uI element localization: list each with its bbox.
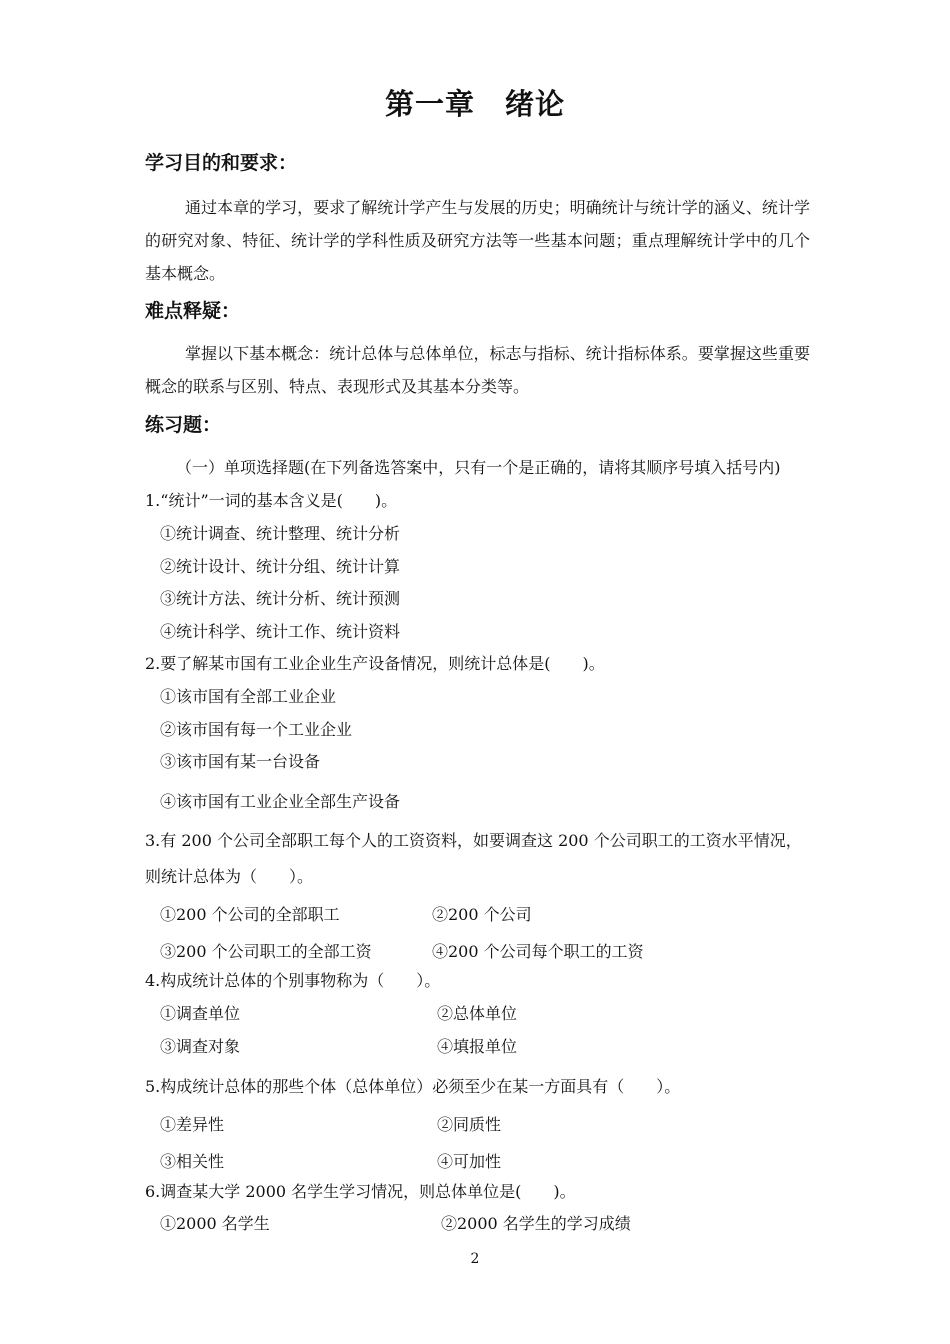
question-3-stem-line-2: 则统计总体为（ ）。 [145, 867, 314, 886]
question-3-option-2: ②200 个公司 [432, 905, 532, 924]
question-4-stem: 4.构成统计总体的个别事物称为（ ）。 [145, 971, 441, 990]
exercise-intro: （一）单项选择题(在下列备选答案中，只有一个是正确的，请将其顺序号填入括号内) [176, 458, 781, 477]
question-1-option-4: ④统计科学、统计工作、统计资料 [160, 622, 401, 641]
question-5-option-1: ①差异性 [160, 1115, 225, 1134]
question-3-stem-line-1: 3.有 200 个公司全部职工每个人的工资资料，如要调查这 200 个公司职工的工资水平情况， [145, 831, 802, 850]
question-2-option-2: ②该市国有每一个工业企业 [160, 720, 353, 739]
question-5-option-3: ③相关性 [160, 1152, 225, 1171]
question-1-option-3: ③统计方法、统计分析、统计预测 [160, 589, 401, 608]
question-5-option-4: ④可加性 [437, 1152, 502, 1171]
question-3-option-1: ①200 个公司的全部职工 [160, 905, 340, 924]
question-5-stem: 5.构成统计总体的那些个体（总体单位）必须至少在某一方面具有（ ）。 [145, 1077, 681, 1096]
question-1-option-2: ②统计设计、统计分组、统计计算 [160, 557, 401, 576]
question-6-option-2: ②2000 名学生的学习成绩 [441, 1214, 631, 1233]
chapter-title: 第一章 绪论 [384, 87, 565, 121]
question-6-stem: 6.调查某大学 2000 名学生学习情况，则总体单位是( )。 [145, 1182, 576, 1201]
question-4-option-4: ④填报单位 [437, 1037, 518, 1056]
objectives-heading: 学习目的和要求： [145, 152, 298, 174]
question-3-option-3: ③200 个公司职工的全部工资 [160, 942, 372, 961]
question-2-stem: 2.要了解某市国有工业企业生产设备情况，则统计总体是( )。 [145, 654, 605, 673]
question-4-option-2: ②总体单位 [437, 1004, 518, 1023]
question-5-option-2: ②同质性 [437, 1115, 502, 1134]
question-4-option-3: ③调查对象 [160, 1037, 241, 1056]
question-2-option-4: ④该市国有工业企业全部生产设备 [160, 792, 401, 811]
objectives-paragraph: 通过本章的学习，要求了解统计学产生与发展的历史；明确统计与统计学的涵义、统计学的研究对象、特征、统计学的学科性质及研究方法等一些基本问题；重点理解统计学中的几个基本概念。 [145, 198, 810, 283]
question-4-option-1: ①调查单位 [160, 1004, 241, 1023]
question-2-option-1: ①该市国有全部工业企业 [160, 687, 337, 706]
exercises-heading: 练习题： [145, 414, 222, 436]
difficulties-heading: 难点释疑： [145, 300, 241, 322]
question-1-option-1: ①统计调查、统计整理、统计分析 [160, 524, 401, 543]
question-1-stem: 1.“统计”一词的基本含义是( )。 [145, 491, 398, 510]
question-3-option-4: ④200 个公司每个职工的工资 [432, 942, 644, 961]
page-number: 2 [470, 1251, 480, 1267]
question-2-option-3: ③该市国有某一台设备 [160, 752, 321, 771]
question-6-option-1: ①2000 名学生 [160, 1214, 270, 1233]
difficulties-paragraph: 掌握以下基本概念：统计总体与总体单位，标志与指标、统计指标体系。要掌握这些重要概念的联系与区别、特点、表现形式及其基本分类等。 [145, 344, 810, 396]
